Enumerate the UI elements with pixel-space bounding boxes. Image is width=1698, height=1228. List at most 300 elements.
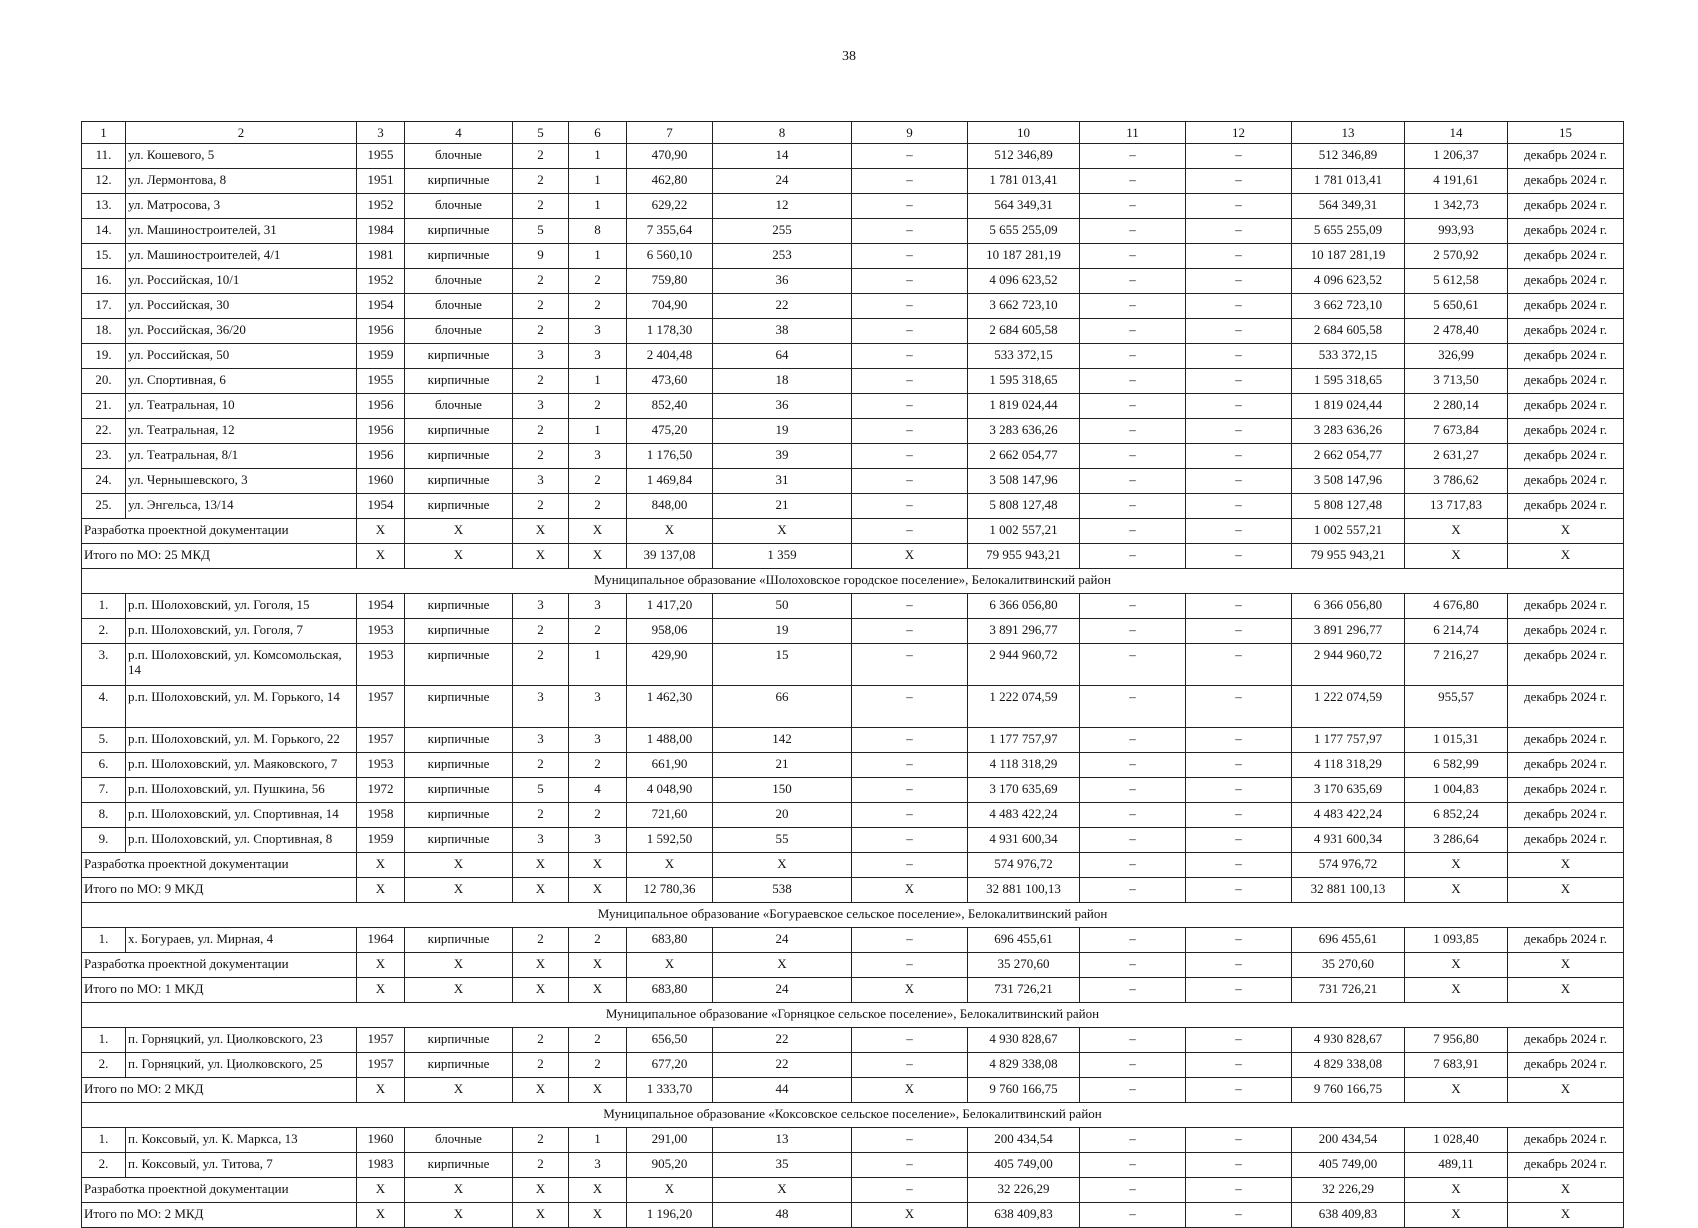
table-body — [82, 122, 1624, 1228]
summary-c5: Х — [513, 853, 569, 878]
cell-c14: 1 015,31 — [1405, 728, 1508, 753]
cell-floors: 2 — [513, 1053, 569, 1078]
cell-c15: декабрь 2024 г. — [1508, 194, 1624, 219]
address-cell: ул. Чернышевского, 3 — [126, 469, 357, 494]
cell-material: кирпичные — [405, 419, 513, 444]
cell-year: 1956 — [357, 319, 405, 344]
row-number: 9. — [82, 828, 126, 853]
cell-c13: 6 366 056,80 — [1292, 594, 1405, 619]
summary-label: Итого по МО: 1 МКД — [82, 978, 357, 1003]
column-number: 13 — [1292, 122, 1405, 144]
table-row — [82, 928, 1624, 953]
summary-c6: Х — [569, 1203, 627, 1228]
column-number: 10 — [968, 122, 1080, 144]
address-cell: ул. Театральная, 10 — [126, 394, 357, 419]
cell-floors: 2 — [513, 169, 569, 194]
cell-c15: декабрь 2024 г. — [1508, 778, 1624, 803]
municipality-section-row — [82, 1003, 1624, 1028]
cell-residents: 64 — [713, 344, 852, 369]
row-number: 24. — [82, 469, 126, 494]
summary-c9: – — [852, 519, 968, 544]
cell-entrances: 1 — [569, 144, 627, 169]
cell-c12: – — [1186, 619, 1292, 644]
cell-material: кирпичные — [405, 753, 513, 778]
summary-c6: Х — [569, 878, 627, 903]
cell-c12: – — [1186, 394, 1292, 419]
cell-c9: – — [852, 219, 968, 244]
cell-c14: 7 956,80 — [1405, 1028, 1508, 1053]
summary-c15: Х — [1508, 544, 1624, 569]
cell-c13: 1 819 024,44 — [1292, 394, 1405, 419]
cell-c15: декабрь 2024 г. — [1508, 1028, 1624, 1053]
summary-c6: Х — [569, 978, 627, 1003]
address-cell: п. Коксовый, ул. Титова, 7 — [126, 1153, 357, 1178]
summary-c14: Х — [1405, 519, 1508, 544]
cell-c11: – — [1080, 778, 1186, 803]
cell-year: 1954 — [357, 494, 405, 519]
cell-floors: 2 — [513, 369, 569, 394]
summary-c4: Х — [405, 978, 513, 1003]
cell-material: кирпичные — [405, 469, 513, 494]
cell-area: 7 355,64 — [627, 219, 713, 244]
cell-c13: 4 931 600,34 — [1292, 828, 1405, 853]
cell-c14: 955,57 — [1405, 686, 1508, 728]
summary-c14: Х — [1405, 1078, 1508, 1103]
address-cell: р.п. Шолоховский, ул. Гоголя, 7 — [126, 619, 357, 644]
table-row — [82, 1028, 1624, 1053]
cell-c13: 4 930 828,67 — [1292, 1028, 1405, 1053]
summary-c8: 44 — [713, 1078, 852, 1103]
cell-c11: – — [1080, 244, 1186, 269]
cell-floors: 2 — [513, 294, 569, 319]
cell-floors: 2 — [513, 144, 569, 169]
summary-c5: Х — [513, 544, 569, 569]
cell-year: 1972 — [357, 778, 405, 803]
summary-label: Итого по МО: 25 МКД — [82, 544, 357, 569]
cell-c14: 6 214,74 — [1405, 619, 1508, 644]
cell-residents: 18 — [713, 369, 852, 394]
cell-material: кирпичные — [405, 928, 513, 953]
cell-c15: декабрь 2024 г. — [1508, 469, 1624, 494]
cell-c14: 1 206,37 — [1405, 144, 1508, 169]
summary-c7: 12 780,36 — [627, 878, 713, 903]
summary-row — [82, 978, 1624, 1003]
address-cell: р.п. Шолоховский, ул. М. Горького, 22 — [126, 728, 357, 753]
summary-c9: Х — [852, 544, 968, 569]
summary-c9: Х — [852, 1203, 968, 1228]
cell-entrances: 3 — [569, 728, 627, 753]
cell-area: 704,90 — [627, 294, 713, 319]
row-number: 19. — [82, 344, 126, 369]
cell-c10: 3 170 635,69 — [968, 778, 1080, 803]
cell-c10: 405 749,00 — [968, 1153, 1080, 1178]
cell-c13: 2 944 960,72 — [1292, 644, 1405, 686]
cell-c14: 5 650,61 — [1405, 294, 1508, 319]
cell-year: 1953 — [357, 644, 405, 686]
cell-material: кирпичные — [405, 594, 513, 619]
summary-c5: Х — [513, 953, 569, 978]
cell-c14: 6 582,99 — [1405, 753, 1508, 778]
cell-entrances: 2 — [569, 494, 627, 519]
cell-year: 1954 — [357, 294, 405, 319]
address-cell: р.п. Шолоховский, ул. Маяковского, 7 — [126, 753, 357, 778]
summary-c10: 1 002 557,21 — [968, 519, 1080, 544]
summary-c11: – — [1080, 1203, 1186, 1228]
cell-c15: декабрь 2024 г. — [1508, 169, 1624, 194]
summary-c15: Х — [1508, 878, 1624, 903]
cell-c12: – — [1186, 144, 1292, 169]
cell-c11: – — [1080, 394, 1186, 419]
row-number: 25. — [82, 494, 126, 519]
cell-c11: – — [1080, 928, 1186, 953]
cell-c11: – — [1080, 1053, 1186, 1078]
cell-floors: 2 — [513, 1028, 569, 1053]
row-number: 22. — [82, 419, 126, 444]
cell-c12: – — [1186, 753, 1292, 778]
summary-label: Итого по МО: 2 МКД — [82, 1078, 357, 1103]
cell-c9: – — [852, 494, 968, 519]
cell-area: 462,80 — [627, 169, 713, 194]
cell-floors: 2 — [513, 928, 569, 953]
summary-c13: 79 955 943,21 — [1292, 544, 1405, 569]
row-number: 6. — [82, 753, 126, 778]
cell-c9: – — [852, 644, 968, 686]
cell-c9: – — [852, 294, 968, 319]
address-cell: п. Горняцкий, ул. Циолковского, 25 — [126, 1053, 357, 1078]
cell-c12: – — [1186, 828, 1292, 853]
cell-residents: 66 — [713, 686, 852, 728]
row-number: 3. — [82, 644, 126, 686]
cell-c15: декабрь 2024 г. — [1508, 444, 1624, 469]
cell-entrances: 3 — [569, 344, 627, 369]
summary-c14: Х — [1405, 978, 1508, 1003]
table-row — [82, 494, 1624, 519]
cell-c9: – — [852, 319, 968, 344]
cell-floors: 2 — [513, 419, 569, 444]
summary-c12: – — [1186, 853, 1292, 878]
cell-floors: 2 — [513, 269, 569, 294]
table-row — [82, 144, 1624, 169]
cell-material: блочные — [405, 269, 513, 294]
cell-year: 1954 — [357, 594, 405, 619]
address-cell: р.п. Шолоховский, ул. Спортивная, 14 — [126, 803, 357, 828]
cell-c14: 2 570,92 — [1405, 244, 1508, 269]
table-row — [82, 469, 1624, 494]
summary-c12: – — [1186, 878, 1292, 903]
cell-residents: 22 — [713, 1028, 852, 1053]
cell-c12: – — [1186, 169, 1292, 194]
cell-c15: декабрь 2024 г. — [1508, 219, 1624, 244]
cell-c14: 3 713,50 — [1405, 369, 1508, 394]
cell-material: блочные — [405, 144, 513, 169]
cell-residents: 19 — [713, 419, 852, 444]
summary-c15: Х — [1508, 953, 1624, 978]
cell-c12: – — [1186, 369, 1292, 394]
cell-c14: 13 717,83 — [1405, 494, 1508, 519]
summary-c4: Х — [405, 878, 513, 903]
table-row — [82, 828, 1624, 853]
summary-c7: 39 137,08 — [627, 544, 713, 569]
cell-entrances: 2 — [569, 753, 627, 778]
column-number: 3 — [357, 122, 405, 144]
cell-c14: 326,99 — [1405, 344, 1508, 369]
summary-c5: Х — [513, 519, 569, 544]
row-number: 8. — [82, 803, 126, 828]
cell-c10: 4 930 828,67 — [968, 1028, 1080, 1053]
summary-c5: Х — [513, 1178, 569, 1203]
column-number: 15 — [1508, 122, 1624, 144]
cell-c10: 1 595 318,65 — [968, 369, 1080, 394]
cell-residents: 21 — [713, 494, 852, 519]
cell-area: 473,60 — [627, 369, 713, 394]
summary-c14: Х — [1405, 953, 1508, 978]
municipality-section-row — [82, 903, 1624, 928]
summary-c3: Х — [357, 1203, 405, 1228]
cell-c12: – — [1186, 686, 1292, 728]
cell-c12: – — [1186, 344, 1292, 369]
cell-material: блочные — [405, 194, 513, 219]
cell-floors: 3 — [513, 594, 569, 619]
cell-c13: 1 222 074,59 — [1292, 686, 1405, 728]
address-cell: ул. Российская, 50 — [126, 344, 357, 369]
summary-c12: – — [1186, 978, 1292, 1003]
cell-c10: 4 931 600,34 — [968, 828, 1080, 853]
cell-entrances: 2 — [569, 928, 627, 953]
cell-c14: 1 004,83 — [1405, 778, 1508, 803]
cell-residents: 36 — [713, 269, 852, 294]
summary-c4: Х — [405, 1078, 513, 1103]
cell-c10: 200 434,54 — [968, 1128, 1080, 1153]
cell-c13: 4 829 338,08 — [1292, 1053, 1405, 1078]
cell-year: 1957 — [357, 1053, 405, 1078]
cell-material: блочные — [405, 319, 513, 344]
page-number: 38 — [842, 49, 856, 64]
cell-c9: – — [852, 1153, 968, 1178]
row-number: 11. — [82, 144, 126, 169]
table-row — [82, 686, 1624, 728]
summary-c12: – — [1186, 519, 1292, 544]
summary-c5: Х — [513, 1078, 569, 1103]
cell-entrances: 2 — [569, 469, 627, 494]
cell-c14: 7 673,84 — [1405, 419, 1508, 444]
summary-c6: Х — [569, 953, 627, 978]
cell-c14: 1 342,73 — [1405, 194, 1508, 219]
cell-c12: – — [1186, 319, 1292, 344]
table-row — [82, 1128, 1624, 1153]
summary-c6: Х — [569, 519, 627, 544]
summary-row — [82, 1203, 1624, 1228]
cell-floors: 5 — [513, 219, 569, 244]
summary-c12: – — [1186, 544, 1292, 569]
summary-c11: – — [1080, 1178, 1186, 1203]
summary-c8: 24 — [713, 978, 852, 1003]
cell-c10: 1 781 013,41 — [968, 169, 1080, 194]
cell-c12: – — [1186, 244, 1292, 269]
cell-c9: – — [852, 928, 968, 953]
summary-c14: Х — [1405, 544, 1508, 569]
summary-label: Разработка проектной документации — [82, 519, 357, 544]
row-number: 2. — [82, 1153, 126, 1178]
summary-c3: Х — [357, 853, 405, 878]
cell-c11: – — [1080, 828, 1186, 853]
cell-c13: 4 483 422,24 — [1292, 803, 1405, 828]
cell-c9: – — [852, 194, 968, 219]
cell-area: 721,60 — [627, 803, 713, 828]
cell-residents: 255 — [713, 219, 852, 244]
summary-c9: – — [852, 1178, 968, 1203]
cell-c13: 2 684 605,58 — [1292, 319, 1405, 344]
column-number: 2 — [126, 122, 357, 144]
cell-entrances: 8 — [569, 219, 627, 244]
cell-floors: 2 — [513, 319, 569, 344]
cell-residents: 14 — [713, 144, 852, 169]
summary-c10: 32 226,29 — [968, 1178, 1080, 1203]
cell-residents: 35 — [713, 1153, 852, 1178]
cell-year: 1953 — [357, 753, 405, 778]
column-number-row — [82, 122, 1624, 144]
cell-c13: 1 781 013,41 — [1292, 169, 1405, 194]
summary-c11: – — [1080, 544, 1186, 569]
summary-c10: 35 270,60 — [968, 953, 1080, 978]
municipality-title: Муниципальное образование «Коксовское сельское поселение», Белокалитвинский район — [82, 1103, 1624, 1128]
cell-residents: 38 — [713, 319, 852, 344]
summary-c5: Х — [513, 978, 569, 1003]
row-number: 15. — [82, 244, 126, 269]
cell-floors: 3 — [513, 828, 569, 853]
cell-c12: – — [1186, 1153, 1292, 1178]
cell-c11: – — [1080, 294, 1186, 319]
cell-year: 1957 — [357, 728, 405, 753]
cell-c14: 3 786,62 — [1405, 469, 1508, 494]
cell-c12: – — [1186, 1028, 1292, 1053]
cell-c11: – — [1080, 594, 1186, 619]
cell-c10: 2 684 605,58 — [968, 319, 1080, 344]
cell-c15: декабрь 2024 г. — [1508, 344, 1624, 369]
municipality-title: Муниципальное образование «Шолоховское городское поселение», Белокалитвинский район — [82, 569, 1624, 594]
cell-c13: 5 808 127,48 — [1292, 494, 1405, 519]
cell-year: 1956 — [357, 394, 405, 419]
summary-c11: – — [1080, 853, 1186, 878]
summary-c8: 1 359 — [713, 544, 852, 569]
summary-c13: 574 976,72 — [1292, 853, 1405, 878]
address-cell: п. Коксовый, ул. К. Маркса, 13 — [126, 1128, 357, 1153]
cell-c13: 696 455,61 — [1292, 928, 1405, 953]
cell-c12: – — [1186, 1128, 1292, 1153]
summary-c13: 32 881 100,13 — [1292, 878, 1405, 903]
cell-material: блочные — [405, 394, 513, 419]
cell-c10: 2 944 960,72 — [968, 644, 1080, 686]
column-number: 8 — [713, 122, 852, 144]
cell-area: 958,06 — [627, 619, 713, 644]
cell-floors: 3 — [513, 344, 569, 369]
address-cell: ул. Энгельса, 13/14 — [126, 494, 357, 519]
cell-entrances: 3 — [569, 444, 627, 469]
row-number: 18. — [82, 319, 126, 344]
cell-c11: – — [1080, 169, 1186, 194]
cell-c13: 3 170 635,69 — [1292, 778, 1405, 803]
cell-c13: 4 118 318,29 — [1292, 753, 1405, 778]
cell-c9: – — [852, 1128, 968, 1153]
row-number: 7. — [82, 778, 126, 803]
address-cell: ул. Театральная, 12 — [126, 419, 357, 444]
address-cell: ул. Российская, 36/20 — [126, 319, 357, 344]
cell-c9: – — [852, 1028, 968, 1053]
cell-residents: 142 — [713, 728, 852, 753]
summary-c13: 35 270,60 — [1292, 953, 1405, 978]
cell-area: 2 404,48 — [627, 344, 713, 369]
cell-c12: – — [1186, 928, 1292, 953]
summary-c13: 9 760 166,75 — [1292, 1078, 1405, 1103]
cell-year: 1955 — [357, 369, 405, 394]
cell-c15: декабрь 2024 г. — [1508, 394, 1624, 419]
address-cell: р.п. Шолоховский, ул. Гоголя, 15 — [126, 594, 357, 619]
cell-c9: – — [852, 444, 968, 469]
summary-c11: – — [1080, 519, 1186, 544]
cell-c14: 7 683,91 — [1405, 1053, 1508, 1078]
cell-c9: – — [852, 469, 968, 494]
cell-c10: 1 819 024,44 — [968, 394, 1080, 419]
cell-c12: – — [1186, 728, 1292, 753]
cell-c10: 4 829 338,08 — [968, 1053, 1080, 1078]
row-number: 13. — [82, 194, 126, 219]
cell-c11: – — [1080, 753, 1186, 778]
cell-area: 852,40 — [627, 394, 713, 419]
cell-c10: 696 455,61 — [968, 928, 1080, 953]
table-row — [82, 594, 1624, 619]
summary-c7: Х — [627, 853, 713, 878]
table-row — [82, 419, 1624, 444]
summary-c15: Х — [1508, 1203, 1624, 1228]
address-cell: ул. Российская, 10/1 — [126, 269, 357, 294]
cell-material: кирпичные — [405, 728, 513, 753]
cell-area: 429,90 — [627, 644, 713, 686]
address-cell: р.п. Шолоховский, ул. Спортивная, 8 — [126, 828, 357, 853]
cell-c9: – — [852, 244, 968, 269]
summary-c4: Х — [405, 1178, 513, 1203]
cell-c11: – — [1080, 644, 1186, 686]
cell-residents: 12 — [713, 194, 852, 219]
cell-c13: 5 655 255,09 — [1292, 219, 1405, 244]
cell-floors: 2 — [513, 803, 569, 828]
cell-c14: 4 676,80 — [1405, 594, 1508, 619]
cell-c12: – — [1186, 803, 1292, 828]
address-cell: ул. Спортивная, 6 — [126, 369, 357, 394]
cell-entrances: 2 — [569, 1053, 627, 1078]
cell-year: 1952 — [357, 269, 405, 294]
cell-year: 1953 — [357, 619, 405, 644]
cell-c14: 7 216,27 — [1405, 644, 1508, 686]
cell-c15: декабрь 2024 г. — [1508, 419, 1624, 444]
table-row — [82, 169, 1624, 194]
cell-c15: декабрь 2024 г. — [1508, 244, 1624, 269]
row-number: 1. — [82, 1028, 126, 1053]
address-cell: р.п. Шолоховский, ул. Комсомольская, 14 — [126, 644, 357, 686]
cell-material: кирпичные — [405, 494, 513, 519]
cell-entrances: 1 — [569, 1128, 627, 1153]
row-number: 14. — [82, 219, 126, 244]
summary-c13: 32 226,29 — [1292, 1178, 1405, 1203]
cell-material: кирпичные — [405, 686, 513, 728]
summary-c10: 574 976,72 — [968, 853, 1080, 878]
cell-c15: декабрь 2024 г. — [1508, 753, 1624, 778]
cell-c9: – — [852, 594, 968, 619]
summary-c7: 1 333,70 — [627, 1078, 713, 1103]
summary-c8: Х — [713, 519, 852, 544]
cell-material: кирпичные — [405, 444, 513, 469]
summary-c14: Х — [1405, 1178, 1508, 1203]
summary-c3: Х — [357, 953, 405, 978]
table-row — [82, 778, 1624, 803]
